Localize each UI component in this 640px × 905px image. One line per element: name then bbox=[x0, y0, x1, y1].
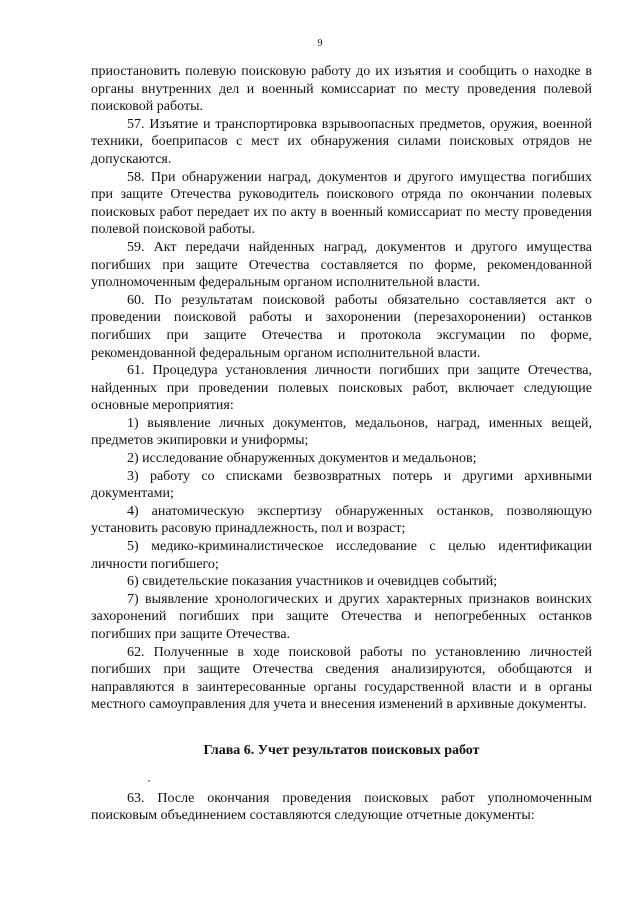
paragraph-61-item-2: 2) исследование обнаруженных документов и медальонов; bbox=[127, 451, 477, 467]
paragraph-61-item-5: 5) медико-криминалистическое исследование с целью идентификации личности погибшего; bbox=[91, 539, 592, 572]
paragraph-61-item-3: 3) работу со списками безвозвратных потерь и другими архивными документами; bbox=[91, 468, 592, 502]
paragraph-61-item-4: 4) анатомическую экспертизу обнаруженных останков, позволяющую установить расовую принадлежность, пол и возраст; bbox=[91, 503, 592, 537]
paragraph-62: 62. Полученные в ходе поисковой работы по установлению личностей погибших при защите Отечества сведения анализируются, обобщаются и направляются в заинтересованные органы государственной власти и в органы местного самоуправления для учета и внесения изменений в архивные документы. bbox=[91, 644, 592, 713]
paragraph-61: 61. Процедура установления личности погибших при защите Отечества, найденных при проведении полевых поисковых работ, включает следующие основные мероприятия: bbox=[91, 363, 592, 414]
page-number: 9 bbox=[317, 38, 323, 49]
paragraph-61-item-7: 7) выявление хронологических и других характерных признаков воинских захоронений погибших при защите Отечества и непогребенных останков погибших при защите Отечества. bbox=[91, 591, 592, 642]
paragraph-58: 58. При обнаружении наград, документов и другого имущества погибших при защите Отечества руководитель поискового отряда по окончании полевых поисковых работ передает их по акту в военный комиссариат по месту проведения полевой поисковой работы. bbox=[91, 169, 592, 238]
paragraph-56-continuation: приостановить полевую поисковую работу до их изъятия и сообщить о находке в органы внутренних дел и военный комиссариат по месту проведения полевой поисковой работы. bbox=[91, 64, 592, 115]
paragraph-61-item-6: 6) свидетельские показания участников и очевидцев событий; bbox=[127, 574, 498, 590]
paragraph-61-item-1: 1) выявление личных документов, медальонов, наград, именных вещей, предметов экипировки и униформы; bbox=[91, 415, 592, 449]
paragraph-60: 60. По результатам поисковой работы обязательно составляется акт о проведении поисковой работы и захоронении (перезахоронении) останков погибших при защите Отечества и протокола эксгумации по форме, рекомендованной федеральным органом исполнительной власти. bbox=[91, 292, 592, 361]
chapter-6-heading: Глава 6. Учет результатов поисковых работ bbox=[203, 742, 480, 758]
paragraph-57: 57. Изъятие и транспортировка взрывоопасных предметов, оружия, военной техники, боеприпасов с мест их обнаружения силами поисковых отрядов не допускаются. bbox=[91, 116, 592, 167]
scan-speck bbox=[148, 780, 150, 782]
paragraph-63: 63. После окончания проведения поисковых работ уполномоченным поисковым объединением составляются следующие отчетные документы: bbox=[91, 790, 592, 824]
document-body bbox=[91, 63, 592, 825]
paragraph-59: 59. Акт передачи найденных наград, документов и другого имущества погибших при защите Отечества составляется по форме, рекомендованной уполномоченным федеральным органом исполнительной власти. bbox=[91, 239, 592, 291]
